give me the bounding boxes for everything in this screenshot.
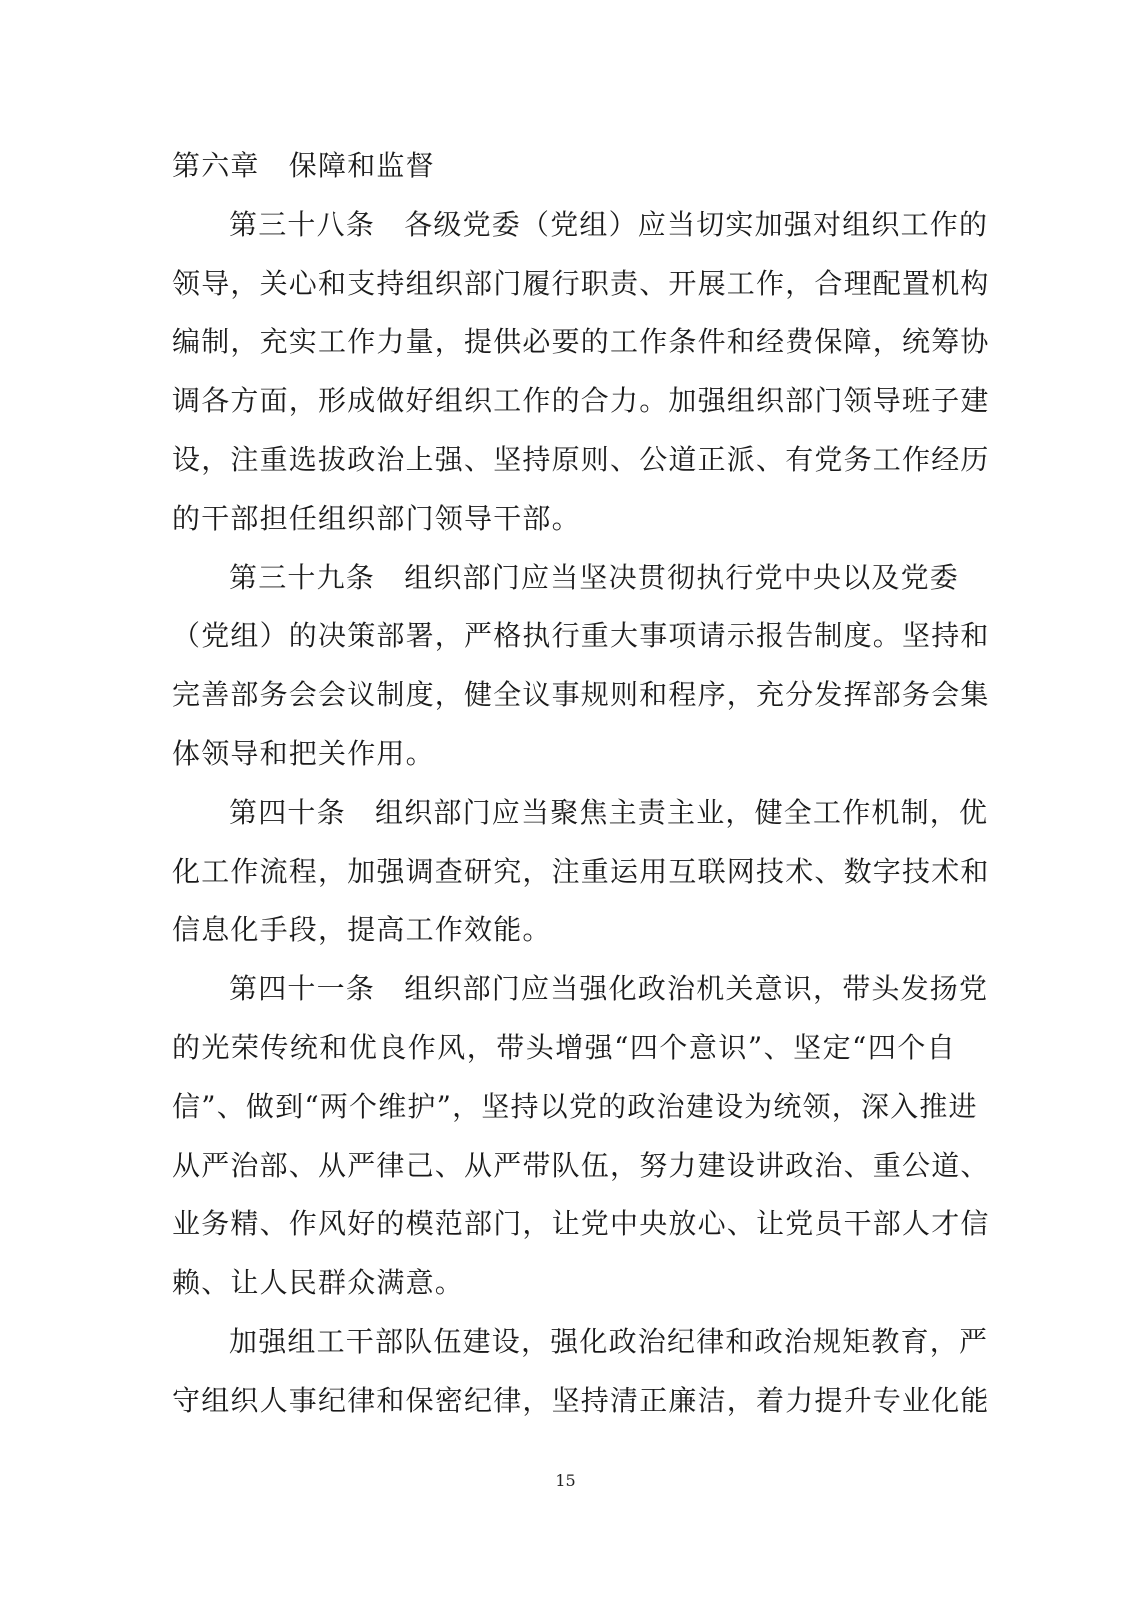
paragraph-line: 加强组工干部队伍建设，强化政治纪律和政治规矩教育，严 [229, 1324, 989, 1358]
paragraph-line: 化工作流程，加强调查研究，注重运用互联网技术、数字技术和 [172, 854, 990, 888]
paragraph-line: 业务精、作风好的模范部门，让党中央放心、让党员干部人才信 [172, 1207, 990, 1241]
paragraph-line: 赖、让人民群众满意。 [172, 1266, 465, 1300]
page-number: 15 [555, 1471, 576, 1490]
paragraph-line: 第四十一条 组织部门应当强化政治机关意识，带头发扬党 [229, 972, 989, 1006]
chapter-heading: 第六章 保障和监督 [172, 149, 435, 182]
paragraph-line: 第四十条 组织部门应当聚焦主责主业，健全工作机制，优 [229, 795, 989, 829]
document-body [172, 137, 990, 1431]
article-41 [172, 960, 990, 1313]
article-38 [172, 196, 990, 549]
paragraph-line: 设，注重选拔政治上强、坚持原则、公道正派、有党务工作经历 [172, 442, 990, 476]
article-41-continued [172, 1313, 990, 1431]
paragraph-line: 的光荣传统和优良作风，带头增强“四个意识”、坚定“四个自 [172, 1030, 956, 1064]
paragraph-line: 信”、做到“两个维护”，坚持以党的政治建设为统领，深入推进 [172, 1089, 978, 1123]
paragraph-line: 调各方面，形成做好组织工作的合力。加强组织部门领导班子建 [172, 384, 990, 418]
paragraph-line: 编制，充实工作力量，提供必要的工作条件和经费保障，统筹协 [172, 325, 990, 359]
article-39 [172, 549, 990, 784]
paragraph-line: 完善部务会会议制度，健全议事规则和程序，充分发挥部务会集 [172, 678, 990, 712]
paragraph-line: 第三十九条 组织部门应当坚决贯彻执行党中央以及党委 [229, 560, 960, 594]
paragraph-line: 第三十八条 各级党委（党组）应当切实加强对组织工作的 [229, 207, 989, 241]
article-40 [172, 784, 990, 960]
paragraph-line: 体领导和把关作用。 [172, 736, 435, 770]
paragraph-line: 的干部担任组织部门领导干部。 [172, 501, 581, 535]
paragraph-line: 守组织人事纪律和保密纪律，坚持清正廉洁，着力提升专业化能 [172, 1383, 990, 1417]
paragraph-line: 从严治部、从严律己、从严带队伍，努力建设讲政治、重公道、 [172, 1148, 990, 1182]
paragraph-line: 领导，关心和支持组织部门履行职责、开展工作，合理配置机构 [172, 266, 990, 300]
paragraph-line: （党组）的决策部署，严格执行重大事项请示报告制度。坚持和 [172, 619, 990, 653]
paragraph-line: 信息化手段，提高工作效能。 [172, 913, 552, 947]
